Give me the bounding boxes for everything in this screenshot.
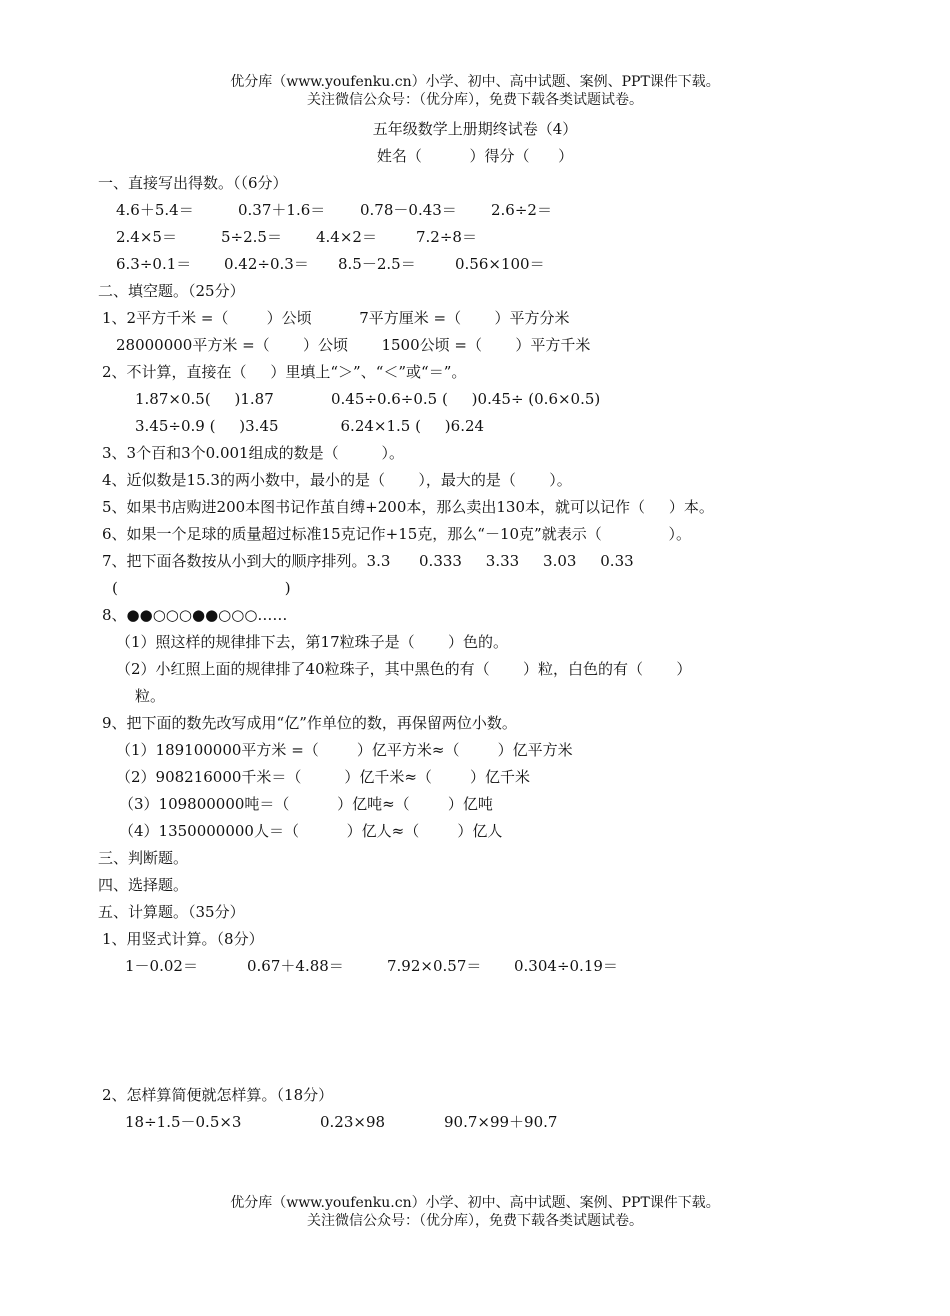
mental-math-item: 2.4×5＝ [116,228,177,246]
footer-line-1: 优分库（www.youfenku.cn）小学、初中、高中试题、案例、PPT课件下载。 [230,1195,720,1211]
question-9-part-4: （4）1350000000人＝（ ）亿人≈（ ）亿人 [119,822,503,840]
vertical-calc-item: 0.67＋4.88＝ [247,957,344,975]
question-3: 3、3个百和3个0.001组成的数是（ ）。 [102,444,404,462]
calc-question-2: 2、怎样算简便就怎样算。（18分） [102,1086,334,1104]
question-8: 8、●●○○○●●○○○…… [102,606,288,624]
question-7: 7、把下面各数按从小到大的顺序排列。3.3 0.333 3.33 3.03 0.33 [102,552,634,570]
question-8-part-1: （1）照这样的规律排下去，第17粒珠子是（ ）色的。 [116,633,509,651]
question-2-row-2: 3.45÷0.9 ( )3.45 6.24×1.5 ( )6.24 [135,417,485,435]
mental-math-item: 0.78－0.43＝ [360,201,457,219]
question-1-line-1: 1、2平方千米 =（ ）公顷 7平方厘米 =（ ）平方分米 [102,309,570,327]
section-4-heading: 四、选择题。 [98,876,189,894]
page-title: 五年级数学上册期终试卷（4） [372,120,578,138]
question-9: 9、把下面的数先改写成用“亿”作单位的数，再保留两位小数。 [102,714,517,732]
mental-math-item: 0.56×100＝ [455,255,545,273]
question-4: 4、近似数是15.3的两小数中，最小的是（ ），最大的是（ ）。 [102,471,572,489]
vertical-calc-item: 7.92×0.57＝ [387,957,482,975]
simplified-calc-item: 90.7×99＋90.7 [444,1113,558,1131]
mental-math-item: 4.4×2＝ [316,228,377,246]
name-score-line: 姓名（ ）得分（ ） [376,147,574,165]
mental-math-item: 8.5－2.5＝ [338,255,416,273]
header-line-1: 优分库（www.youfenku.cn）小学、初中、高中试题、案例、PPT课件下载。 [230,74,720,90]
mental-math-item: 0.37＋1.6＝ [238,201,326,219]
mental-math-item: 7.2÷8＝ [416,228,477,246]
vertical-calc-item: 0.304÷0.19＝ [514,957,618,975]
question-6: 6、如果一个足球的质量超过标准15克记作+15克，那么“－10克”就表示（ ）。 [102,525,691,543]
question-8-part-2-cont: 粒。 [135,687,166,705]
mental-math-item: 5÷2.5＝ [221,228,282,246]
section-1-heading: 一、直接写出得数。（（6分） [98,174,288,192]
mental-math-item: 2.6÷2＝ [491,201,552,219]
mental-math-item: 0.42÷0.3＝ [224,255,309,273]
calc-question-1: 1、用竖式计算。（8分） [102,930,264,948]
section-2-heading: 二、填空题。（25分） [98,282,245,300]
header-line-2: 关注微信公众号：（优分库），免费下载各类试题试卷。 [307,92,643,108]
footer-line-2: 关注微信公众号：（优分库），免费下载各类试题试卷。 [307,1213,643,1229]
question-5: 5、如果书店购进200本图书记作茧自缚+200本，那么卖出130本，就可以记作（ ）本。 [102,498,714,516]
question-1-line-2: 28000000平方米 =（ ）公顷 1500公顷 =（ ）平方千米 [116,336,591,354]
section-3-heading: 三、判断题。 [98,849,189,867]
section-5-heading: 五、计算题。（35分） [98,903,245,921]
question-8-part-2: （2）小红照上面的规律排了40粒珠子，其中黑色的有（ ）粒，白色的有（ ） [116,660,692,678]
simplified-calc-item: 18÷1.5－0.5×3 [125,1113,242,1131]
question-9-part-3: （3）109800000吨＝（ ）亿吨≈（ ）亿吨 [119,795,493,813]
question-7-answer-blank: ( ) [112,579,291,597]
mental-math-item: 4.6＋5.4＝ [116,201,194,219]
question-9-part-2: （2）908216000千米＝（ ）亿千米≈（ ）亿千米 [116,768,531,786]
simplified-calc-item: 0.23×98 [320,1113,386,1131]
question-9-part-1: （1）189100000平方米 =（ ）亿平方米≈（ ）亿平方米 [116,741,573,759]
question-2: 2、不计算，直接在（ ）里填上“＞”、“＜”或“＝”。 [102,363,467,381]
question-2-row-1: 1.87×0.5( )1.87 0.45÷0.6÷0.5 ( )0.45÷ (0.6×0.5) [135,390,601,408]
mental-math-item: 6.3÷0.1＝ [116,255,192,273]
vertical-calc-item: 1－0.02＝ [125,957,198,975]
